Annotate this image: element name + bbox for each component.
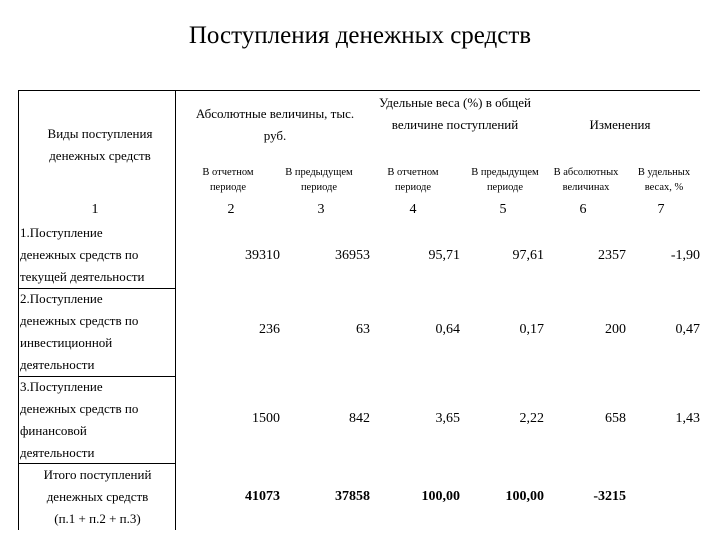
cell-value: 2,22 [519,411,544,426]
cell-value: 842 [349,411,370,426]
table-top-border [18,90,700,91]
cell-value: 0,64 [435,322,460,337]
subheader-abs-change: В абсолютных величинах [553,167,619,193]
cell-value-total: 41073 [245,489,280,504]
row-label: 1.Поступление денежных средств по текущей деятельности [20,225,145,284]
cell-value: 1,43 [675,411,700,426]
cell-value: 36953 [335,248,370,263]
col-number: 3 [317,202,325,217]
header-weights: Удельные веса (%) в общей величине поступлений [379,95,531,132]
subheader-previous-abs: В предыдущем периоде [285,167,353,193]
cell-value: -1,90 [670,248,700,263]
row-label-total: Итого поступлений денежных средств (п.1 + п.2 + п.3) [43,467,152,526]
cell-value: 1500 [252,411,280,426]
label-column-right-border [175,90,176,530]
col-number: 6 [579,202,587,217]
cell-value: 63 [356,322,370,337]
col-number: 2 [227,202,235,217]
left-border [18,90,19,530]
header-absolute: Абсолютные величины, тыс. руб. [195,106,355,143]
header-changes: Изменения [589,117,651,132]
subheader-weight-change: В удельных весах, % [637,167,691,193]
header-types: Виды поступления денежных средств [47,126,153,163]
row-label: 3.Поступление денежных средств по финансовой деятельности [20,379,139,460]
cell-value: 0,17 [519,322,544,337]
cell-value-total: 100,00 [505,489,544,504]
subheader-current-weight: В отчетном периоде [387,167,439,193]
cell-value-total: -3215 [593,489,626,504]
subheader-previous-weight: В предыдущем периоде [471,167,539,193]
page-title: Поступления денежных средств [188,22,532,49]
cell-value: 97,61 [512,248,544,263]
col-number: 4 [409,202,417,217]
cell-value: 0,47 [675,322,700,337]
cell-value-total: 37858 [335,489,370,504]
cell-value: 658 [605,411,626,426]
cell-value-total: 100,00 [421,489,460,504]
cell-value: 3,65 [435,411,460,426]
col-number: 5 [499,202,507,217]
col-number: 1 [91,202,99,217]
col-number: 7 [657,202,665,217]
cell-value: 39310 [245,248,280,263]
subheader-current-abs: В отчетном периоде [202,167,254,193]
cell-value: 95,71 [428,248,460,263]
row-label: 2.Поступление денежных средств по инвестиционной деятельности [20,291,139,372]
cell-value: 200 [605,322,626,337]
cell-value: 2357 [598,248,626,263]
cell-value: 236 [259,322,280,337]
